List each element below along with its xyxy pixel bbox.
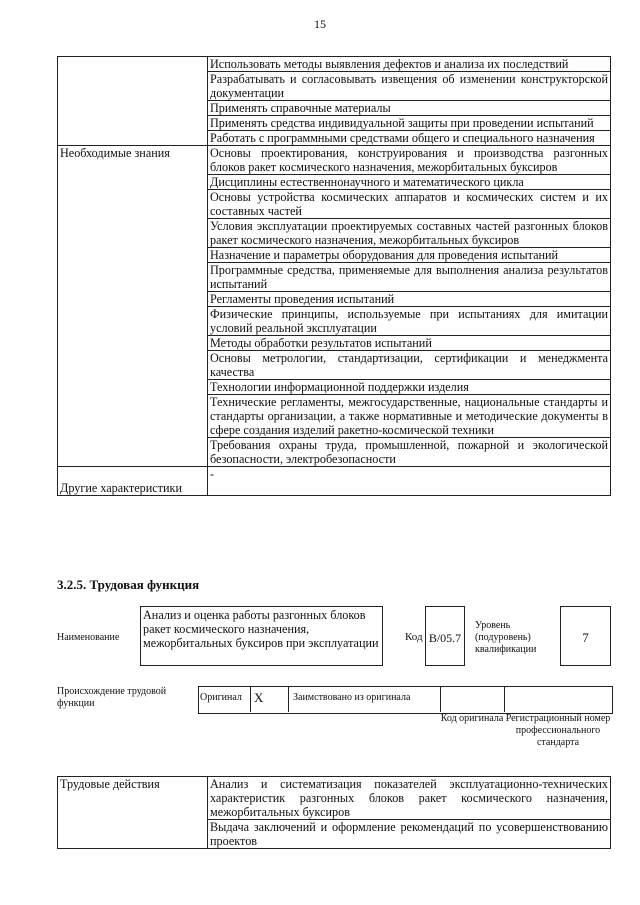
skill-item: Разрабатывать и согласовывать извещения об изменении конструкторской документации	[208, 72, 611, 101]
knowledge-item: Основы метрологии, стандартизации, сертификации и менеджмента качества	[208, 351, 611, 380]
page-number: 15	[314, 17, 326, 31]
knowledge-item: Методы обработки результатов испытаний	[208, 336, 611, 351]
code-label: Код	[405, 631, 423, 643]
skill-item: Использовать методы выявления дефектов и анализа их последствий	[208, 57, 611, 72]
function-name-box: Анализ и оценка работы разгонных блоков ракет космического назначения, межорбитальных буксиров при эксплуатации	[140, 606, 383, 666]
knowledge-item: Дисциплины естественнонаучного и математического цикла	[208, 175, 611, 190]
knowledge-item: Основы проектирования, конструирования и производства разгонных блоков ракет космического назначения, межорбитальных буксиров	[208, 146, 611, 175]
knowledge-item: Назначение и параметры оборудования для проведения испытаний	[208, 248, 611, 263]
knowledge-row	[58, 146, 611, 175]
skills-label-cell	[58, 57, 208, 146]
skill-item: Применять средства индивидуальной защиты при проведении испытаний	[208, 116, 611, 131]
level-label: Уровень (подуровень) квалификации	[475, 620, 537, 655]
reg-caption: Регистрационный номер профессионального стандарта	[505, 713, 611, 748]
actions-table	[57, 776, 611, 849]
other-value: -	[208, 467, 611, 496]
name-label: Наименование	[57, 632, 120, 643]
action-item: Выдача заключений и оформление рекомендаций по усовершенствованию проектов	[208, 820, 611, 849]
skill-item: Применять справочные материалы	[208, 101, 611, 116]
other-row	[58, 467, 611, 496]
actions-label: Трудовые действия	[58, 777, 208, 849]
section-title: 3.2.5. Трудовая функция	[57, 577, 200, 592]
origin-label: Происхождение трудовой функции	[57, 686, 167, 709]
divider	[504, 686, 505, 712]
divider	[440, 686, 441, 712]
knowledge-item: Основы устройства космических аппаратов и космических систем и их составных частей	[208, 190, 611, 219]
borrowed-label: Заимствовано из оригинала	[293, 692, 411, 703]
knowledge-item: Физические принципы, используемые при испытаниях для имитации условий реальной эксплуатации	[208, 307, 611, 336]
skill-row	[58, 57, 611, 72]
code-value: B/05.7	[425, 606, 465, 666]
knowledge-item: Требования охраны труда, промышленной, пожарной и экологической безопасности, электробезопасности	[208, 438, 611, 467]
divider	[288, 686, 289, 712]
divider	[250, 686, 251, 712]
level-value: 7	[560, 606, 611, 666]
skill-item: Работать с программными средствами общего и специального назначения	[208, 131, 611, 146]
knowledge-label: Необходимые знания	[58, 146, 208, 467]
original-label: Оригинал	[200, 692, 242, 703]
knowledge-item: Регламенты проведения испытаний	[208, 292, 611, 307]
action-item: Анализ и систематизация показателей эксплуатационно-технических характеристик разгонных блоков ракет космического назначения, межорбитальных буксиров	[208, 777, 611, 820]
knowledge-item: Программные средства, применяемые для выполнения анализа результатов испытаний	[208, 263, 611, 292]
knowledge-item: Технологии информационной поддержки изделия	[208, 380, 611, 395]
competency-table	[57, 56, 611, 496]
other-label: Другие характеристики	[58, 467, 208, 496]
code-caption: Код оригинала	[440, 713, 504, 724]
original-mark: X	[254, 690, 264, 705]
knowledge-item: Условия эксплуатации проектируемых составных частей разгонных блоков ракет космического назначения, межорбитальных буксиров	[208, 219, 611, 248]
knowledge-item: Технические регламенты, межгосударственные, национальные стандарты и стандарты организации, а также нормативные и методические документы в сфере создания изделий ракетно-космической техники	[208, 395, 611, 438]
action-row	[58, 777, 611, 820]
